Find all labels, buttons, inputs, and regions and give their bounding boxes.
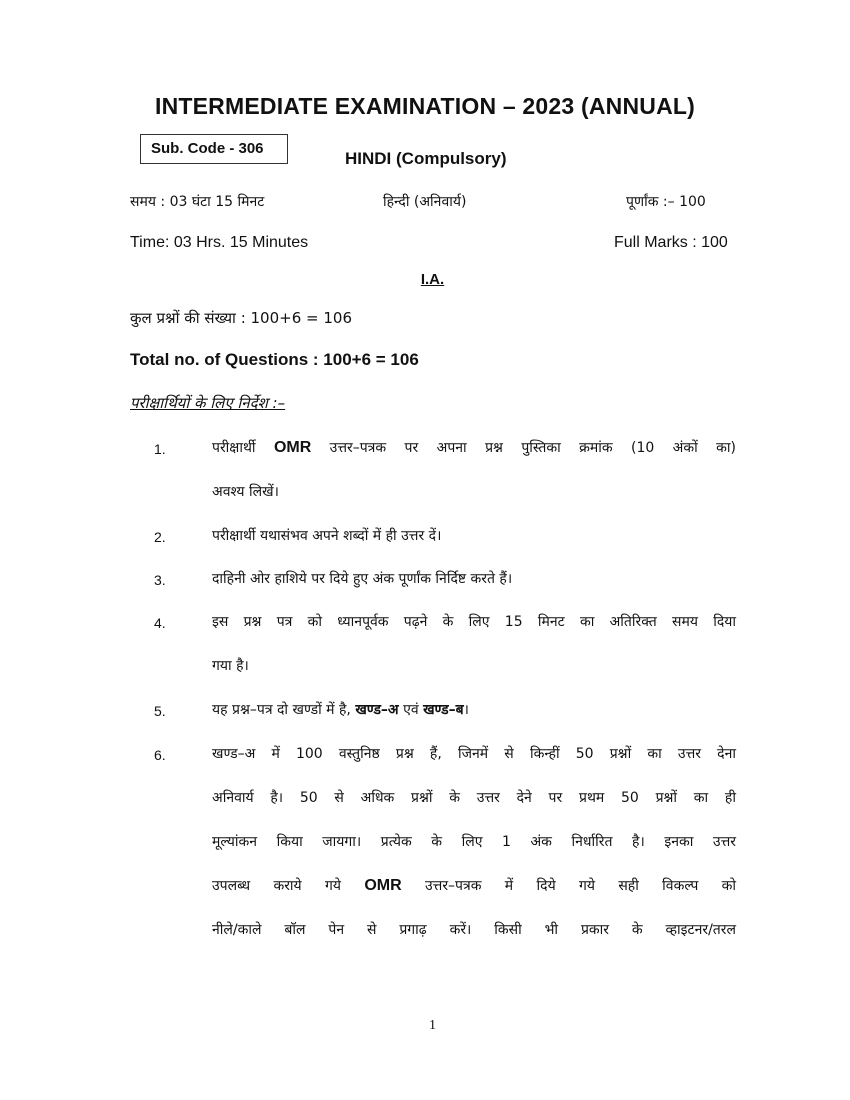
omr-term: OMR — [364, 877, 402, 894]
instruction-line: यह प्रश्न–पत्र दो खण्डों में है, खण्ड–अ एवं खण्ड–ब। — [212, 702, 469, 718]
instruction-line: गया है। — [212, 658, 249, 674]
instruction-number: 4. — [154, 615, 166, 631]
instruction-number: 2. — [154, 529, 166, 545]
instruction-line: मूल्यांकन किया जायगा। प्रत्येक के लिए 1 अंक निर्धारित है। इनका उत्तर — [212, 834, 736, 850]
instruction-line: अवश्य लिखें। — [212, 484, 279, 500]
full-marks-english: Full Marks : 100 — [614, 234, 728, 251]
time-hindi: समय : 03 घंटा 15 मिनट — [130, 194, 265, 210]
sub-code-box: Sub. Code - 306 — [140, 134, 288, 164]
subject-title: HINDI (Compulsory) — [345, 149, 507, 168]
instruction-line: परीक्षार्थी यथासंभव अपने शब्दों में ही उत्तर दें। — [212, 528, 442, 544]
page-number: 1 — [429, 1018, 436, 1033]
instruction-line: नीले/काले बॉल पेन से प्रगाढ़ करें। किसी भी प्रकार के व्हाइटनर/तरल — [212, 922, 736, 938]
instructions-heading: परीक्षार्थियों के लिए निर्देश :– — [130, 394, 286, 412]
instruction-line: खण्ड–अ में 100 वस्तुनिष्ठ प्रश्न हैं, जिनमें से किन्हीं 50 प्रश्नों का उत्तर देना — [212, 746, 736, 762]
instruction-number: 6. — [154, 747, 166, 763]
instruction-line: उपलब्ध कराये गये OMR उत्तर–पत्रक में दिये गये सही विकल्प को — [212, 877, 737, 894]
exam-title: INTERMEDIATE EXAMINATION – 2023 (ANNUAL) — [154, 93, 696, 119]
section-heading: I.A. — [420, 271, 445, 288]
omr-term: OMR — [273, 439, 312, 456]
section-name: खण्ड–ब — [423, 702, 464, 718]
full-marks-hindi: पूर्णांक :– 100 — [626, 194, 706, 210]
total-questions-english: Total no. of Questions : 100+6 = 106 — [130, 350, 419, 369]
subject-hindi: हिन्दी (अनिवार्य) — [383, 194, 467, 210]
instruction-line: अनिवार्य है। 50 से अधिक प्रश्नों के उत्तर देने पर प्रथम 50 प्रश्नों का ही — [212, 790, 736, 806]
instruction-line: परीक्षार्थी OMR उत्तर–पत्रक पर अपना प्रश्न पुस्तिका क्रमांक (10 अंकों का) — [212, 439, 736, 456]
instruction-line: दाहिनी ओर हाशिये पर दिये हुए अंक पूर्णांक निर्दिष्ट करते हैं। — [212, 571, 513, 587]
section-name: खण्ड–अ — [355, 702, 399, 718]
total-questions-hindi: कुल प्रश्नों की संख्या : 100+6 = 106 — [130, 309, 352, 327]
instruction-number: 5. — [154, 703, 166, 719]
instruction-line: इस प्रश्न पत्र को ध्यानपूर्वक पढ़ने के लिए 15 मिनट का अतिरिक्त समय दिया — [212, 614, 736, 630]
instruction-number: 1. — [154, 441, 166, 457]
instruction-number: 3. — [154, 572, 166, 588]
time-english: Time: 03 Hrs. 15 Minutes — [130, 234, 309, 251]
